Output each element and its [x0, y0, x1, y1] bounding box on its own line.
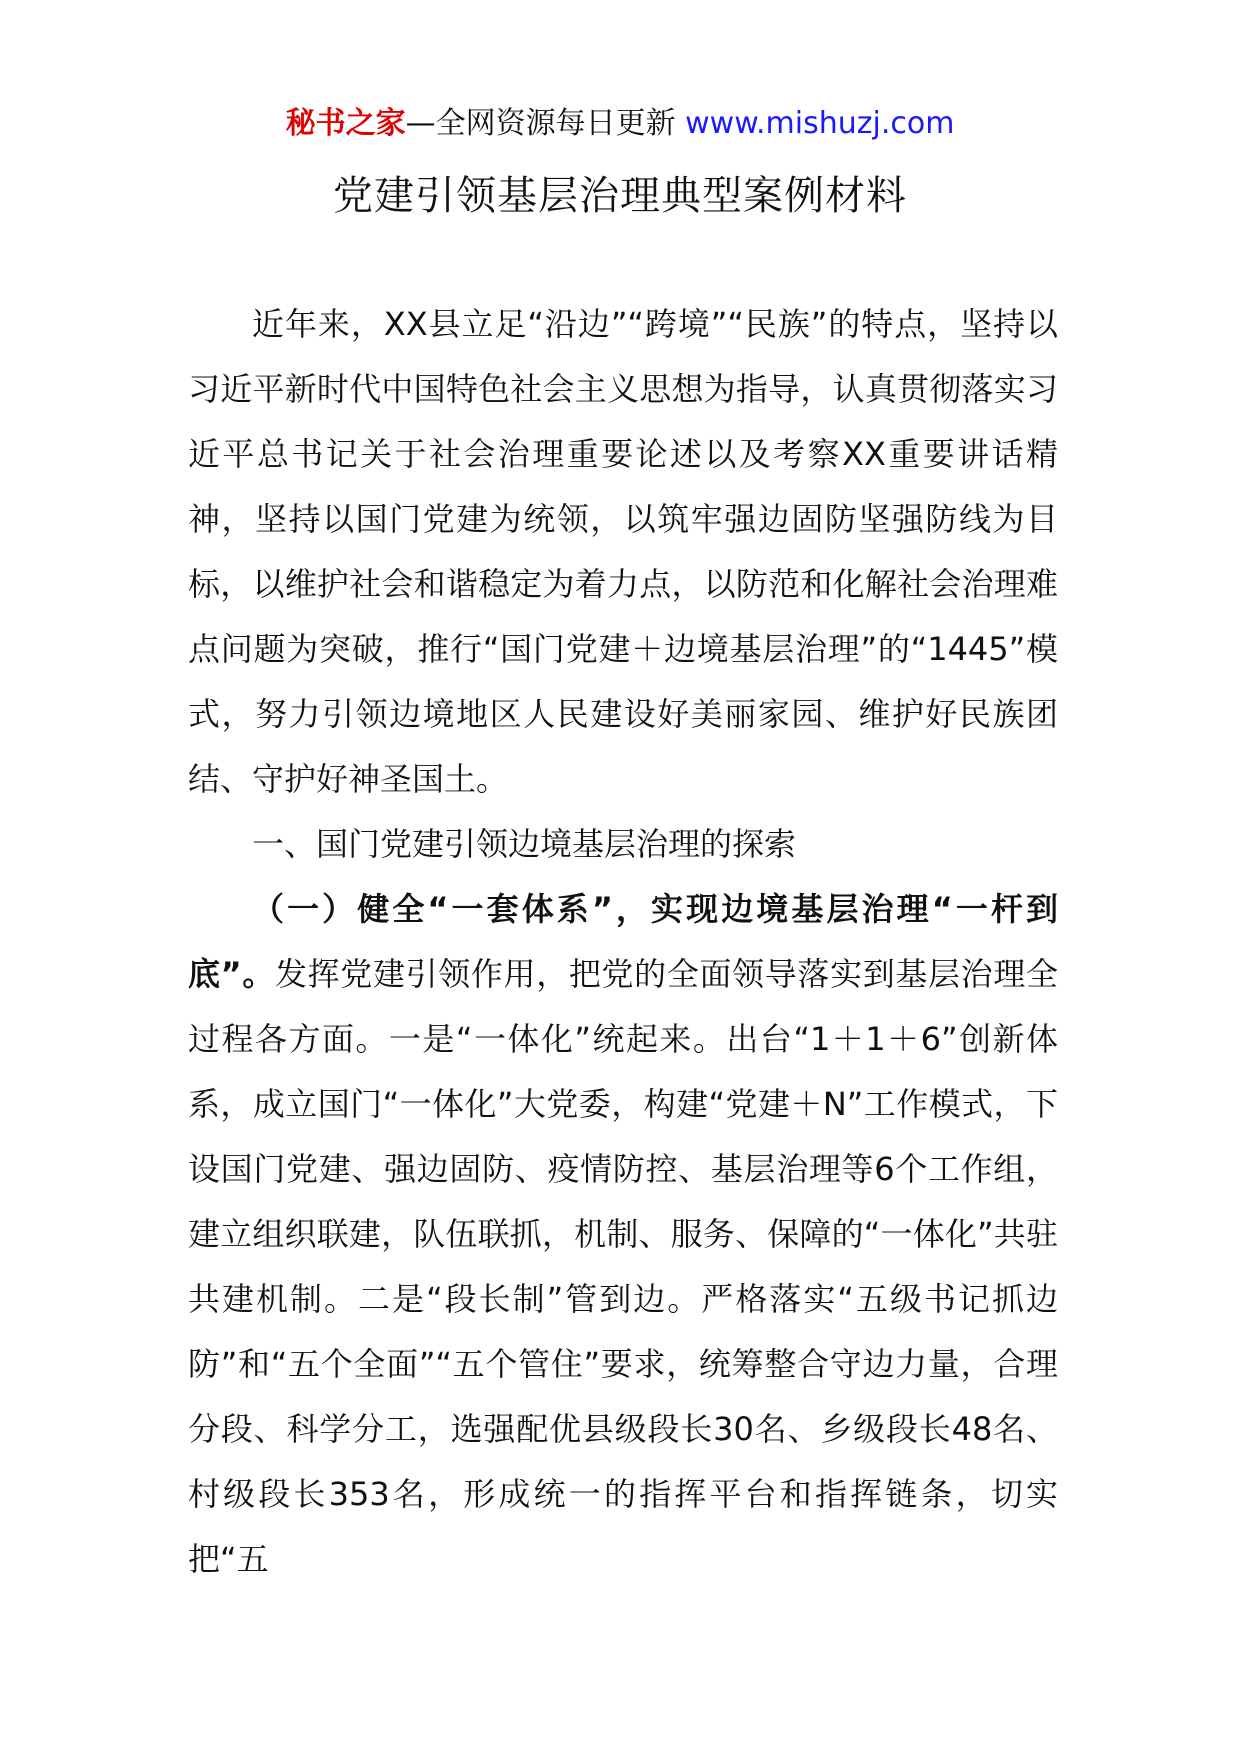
- header-banner: [0, 100, 1240, 148]
- section-heading: 一、国门党建引领边境基层治理的探索: [252, 825, 797, 863]
- site-url-link[interactable]: www.mishuzj.com: [685, 106, 955, 141]
- header-tagline: —全网资源每日更新: [405, 106, 686, 141]
- brand-name: 秘书之家: [285, 106, 406, 141]
- document-body: [188, 292, 1058, 1592]
- subsection-text: 发挥党建引领作用，把党的全面领导落实到基层治理全过程各方面。一是“一体化”统起来。出台“1＋1＋6”创新体系，成立国门“一体化”大党委，构建“党建＋N”工作模式，下设国门党建、强边固防、疫情防控、基层治理等6个工作组，建立组织联建，队伍联抓，机制、服务、保障的“一体化”共驻共建机制。二是“段长制”管到边。严格落实“五级书记抓边防”和“五个全面”“五个管住”要求，统筹整合守边力量，合理分段、科学分工，选强配优县级段长30名、乡级段长48名、村级段长353名，形成统一的指挥平台和指挥链条，切实把“五: [188, 955, 1058, 1578]
- subsection-heading: （一）健全“一套体系”，实现边境基层治理“一杆到底”。: [188, 890, 1058, 993]
- intro-paragraph: 近年来，XX县立足“沿边”“跨境”“民族”的特点，坚持以习近平新时代中国特色社会主义思想为指导，认真贯彻落实习近平总书记关于社会治理重要论述以及考察XX重要讲话精神，坚持以国门党建为统领，以筑牢强边固防坚强防线为目标，以维护社会和谐稳定为着力点，以防范和化解社会治理难点问题为突破，推行“国门党建＋边境基层治理”的“1445”模式，努力引领边境地区人民建设好美丽家园、维护好民族团结、守护好神圣国土。: [188, 305, 1058, 798]
- document-title: 党建引领基层治理典型案例材料: [333, 173, 907, 219]
- subsection-paragraph: [188, 877, 1058, 1592]
